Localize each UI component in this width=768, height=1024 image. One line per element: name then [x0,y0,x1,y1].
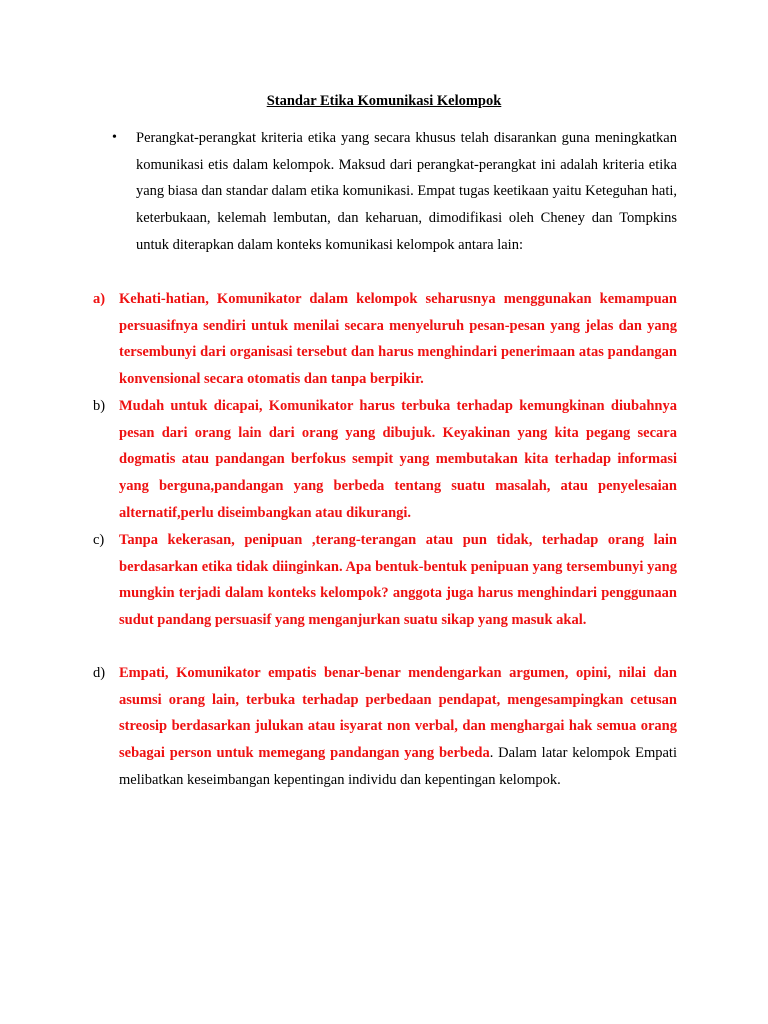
list-item-highlight: Empati, Komunikator empatis benar-benar mendengarkan argumen, opini, nilai dan asumsi orang lain, terbuka terhadap perbedaan pendapat, mengesampingkan cetusan streosip berdasarkan julukan atau isyarat non verbal, dan menghargai hak semua orang sebagai person untuk memegang pandangan yang berbeda [119,665,677,762]
list-item-plain: . Dalam latar kelompok Empati melibatkan keseimbangan kepentingan individu dan kepentingan kelompok. [119,745,677,788]
list-item-d [93,660,677,794]
list-item-c [93,527,677,634]
bullet-icon: • [112,130,117,145]
list-item-text [119,660,677,794]
list-marker: b) [93,398,106,414]
list-item-a [93,286,677,393]
list-item-text: Kehati-hatian, Komunikator dalam kelompok seharusnya menggunakan kemampuan persuasifnya sendiri untuk menilai secara menyeluruh pesan-pesan yang jelas dan yang tersembunyi dari organisasi tersebut dan harus menghindari penerimaan atas pandangan konvensional secara otomatis dan tanpa berpikir. [119,291,677,388]
intro-bullet [136,125,677,259]
list-marker: d) [93,665,106,681]
document-title: Standar Etika Komunikasi Kelompok [266,93,502,109]
list-item-text: Tanpa kekerasan, penipuan ,terang-terangan atau pun tidak, terhadap orang lain berdasarkan etika tidak diinginkan. Apa bentuk-bentuk penipuan yang tersembunyi yang mungkin terjadi dalam konteks kelompok? anggota juga harus menghindari penggunaan sudut pandang persuasif yang menganjurkan suatu sikap yang masuk akal. [119,532,677,629]
list-item-text: Mudah untuk dicapai, Komunikator harus terbuka terhadap kemungkinan diubahnya pesan dari orang lain dari orang yang dibujuk. Keyakinan yang kita pegang secara dogmatis atau pandangan berfokus sempit yang membutakan kita terhadap informasi yang berguna,pandangan yang berbeda tentang suatu masalah, atau penyelesaian alternatif,perlu diseimbangkan atau dikurangi. [119,398,677,521]
list-item-b [93,393,677,527]
list-marker: c) [93,532,105,548]
list-marker: a) [93,291,106,307]
intro-paragraph: Perangkat-perangkat kriteria etika yang secara khusus telah disarankan guna meningkatkan komunikasi etis dalam kelompok. Maksud dari perangkat-perangkat ini adalah kriteria etika yang biasa dan standar dalam etika komunikasi. Empat tugas keetikaan yaitu Keteguhan hati, keterbukaan, kelemah lembutan, dan keharuan, dimodifikasi oleh Cheney dan Tompkins untuk diterapkan dalam konteks komunikasi kelompok antara lain: [136,130,677,253]
